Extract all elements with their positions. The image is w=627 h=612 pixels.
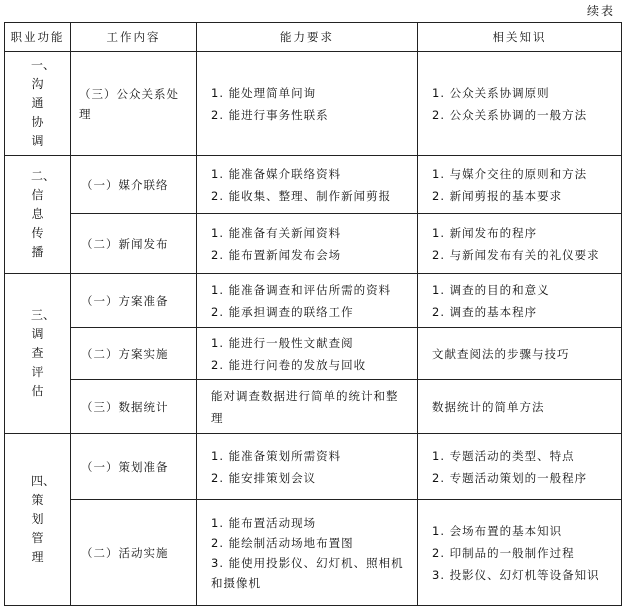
function-label: 三、调查评估 — [31, 308, 56, 398]
knowledge-item: 2. 印制品的一般制作过程 — [432, 545, 575, 560]
table-row — [5, 274, 622, 328]
function-label: 四、策划管理 — [31, 474, 56, 564]
table-row — [5, 328, 622, 380]
function-label: 二、信息传播 — [31, 169, 56, 259]
ability-cell: 能对调查数据进行简单的统计和整理 — [197, 380, 418, 434]
table-row — [5, 214, 622, 274]
skills-table — [4, 22, 622, 606]
table-row — [5, 500, 622, 606]
knowledge-item: 3. 投影仪、幻灯机等设备知识 — [432, 567, 600, 582]
work-cell: （二）方案实施 — [71, 328, 197, 380]
knowledge-cell — [418, 434, 622, 500]
function-cell — [5, 274, 71, 434]
knowledge-item: 2. 与新闻发布有关的礼仪要求 — [432, 247, 600, 262]
ability-item: 2. 能承担调查的联络工作 — [211, 304, 354, 319]
ability-cell — [197, 328, 418, 380]
work-cell: （二）活动实施 — [71, 500, 197, 606]
header-ability: 能力要求 — [197, 23, 418, 52]
knowledge-cell — [418, 214, 622, 274]
knowledge-item: 1. 调查的目的和意义 — [432, 282, 550, 297]
ability-item: 1. 能准备策划所需资料 — [211, 448, 342, 463]
ability-item: 3. 能使用投影仪、幻灯机、照相机和摄像机 — [211, 555, 404, 590]
function-label: 一、沟通协调 — [31, 58, 56, 148]
table-row — [5, 434, 622, 500]
ability-cell — [197, 434, 418, 500]
table-row — [5, 52, 622, 156]
knowledge-cell — [418, 156, 622, 214]
ability-item: 1. 能布置活动现场 — [211, 515, 317, 530]
table-row — [5, 156, 622, 214]
knowledge-cell — [418, 500, 622, 606]
ability-cell — [197, 500, 418, 606]
knowledge-item: 1. 会场布置的基本知识 — [432, 523, 563, 538]
header-work: 工作内容 — [71, 23, 197, 52]
ability-item: 1. 能准备有关新闻资料 — [211, 225, 342, 240]
ability-cell — [197, 52, 418, 156]
continued-label: 续表 — [586, 4, 615, 18]
ability-item: 2. 能进行事务性联系 — [211, 107, 329, 122]
function-cell — [5, 434, 71, 606]
knowledge-cell: 文献查阅法的步骤与技巧 — [418, 328, 622, 380]
ability-item: 1. 能进行一般性文献查阅 — [211, 335, 354, 350]
ability-item: 2. 能进行问卷的发放与回收 — [211, 357, 367, 372]
function-cell — [5, 156, 71, 274]
ability-item: 2. 能安排策划会议 — [211, 470, 317, 485]
table-row — [5, 380, 622, 434]
knowledge-cell — [418, 52, 622, 156]
ability-item: 2. 能收集、整理、制作新闻剪报 — [211, 188, 392, 203]
work-cell: （三）数据统计 — [71, 380, 197, 434]
ability-cell — [197, 274, 418, 328]
work-cell: （一）策划准备 — [71, 434, 197, 500]
ability-cell — [197, 156, 418, 214]
knowledge-item: 2. 公众关系协调的一般方法 — [432, 107, 588, 122]
knowledge-item: 1. 专题活动的类型、特点 — [432, 448, 575, 463]
knowledge-item: 2. 专题活动策划的一般程序 — [432, 470, 588, 485]
knowledge-item: 1. 与媒介交往的原则和方法 — [432, 166, 588, 181]
ability-item: 2. 能绘制活动场地布置图 — [211, 535, 354, 550]
knowledge-item: 2. 调查的基本程序 — [432, 304, 538, 319]
function-cell — [5, 52, 71, 156]
work-cell: （一）媒介联络 — [71, 156, 197, 214]
table-header-row — [5, 23, 622, 52]
knowledge-item: 1. 公众关系协调原则 — [432, 85, 550, 100]
ability-cell — [197, 214, 418, 274]
ability-item: 1. 能准备媒介联络资料 — [211, 166, 342, 181]
work-cell: （二）新闻发布 — [71, 214, 197, 274]
header-function: 职业功能 — [5, 23, 71, 52]
knowledge-item: 2. 新闻剪报的基本要求 — [432, 188, 563, 203]
ability-item: 1. 能准备调查和评估所需的资料 — [211, 282, 392, 297]
ability-item: 2. 能布置新闻发布会场 — [211, 247, 342, 262]
knowledge-cell: 数据统计的简单方法 — [418, 380, 622, 434]
work-cell: （一）方案准备 — [71, 274, 197, 328]
work-cell: （三）公众关系处理 — [71, 52, 197, 156]
ability-item: 1. 能处理简单问询 — [211, 85, 317, 100]
knowledge-cell — [418, 274, 622, 328]
header-knowledge: 相关知识 — [418, 23, 622, 52]
knowledge-item: 1. 新闻发布的程序 — [432, 225, 538, 240]
